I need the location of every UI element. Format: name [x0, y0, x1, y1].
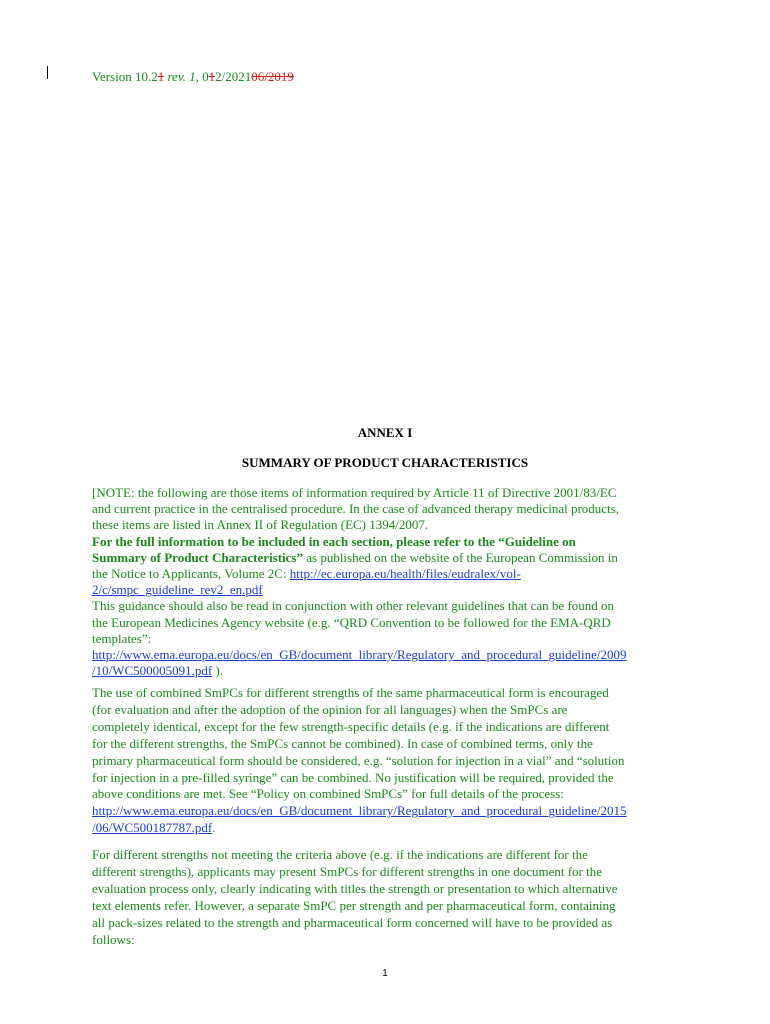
- note-line-rest: as published on the website of the European Commission in: [302, 549, 618, 565]
- link-tail: ).: [212, 663, 224, 679]
- version-prefix: Version 10.2: [92, 69, 158, 84]
- note-line: and current practice in the centralised procedure. In the case of advanced therapy medicinal products,: [92, 501, 619, 517]
- different-strengths-paragraph: [92, 847, 682, 948]
- paragraph-line: (for evaluation and after the adoption of the opinion for all languages) when the SmPCs are: [92, 701, 568, 717]
- paragraph-line: follows:: [92, 931, 135, 947]
- combined-smpc-policy-link-continued[interactable]: /06/WC500187787.pdf: [92, 820, 213, 836]
- note-bold-line: [92, 534, 682, 550]
- paragraph-line: all pack-sizes related to the strength and pharmaceutical form concerned will have to be provided as: [92, 914, 613, 930]
- eudralex-link[interactable]: http://ec.europa.eu/health/files/eudralex/vol-: [289, 566, 521, 582]
- version-line: [92, 69, 294, 85]
- paragraph-line: text elements refer. However, a separate SmPC per strength and per pharmaceutical form, containing: [92, 897, 616, 913]
- version-rev: rev. 1: [164, 69, 196, 84]
- version-deleted-digit: 1: [157, 69, 165, 84]
- note-line: This guidance should also be read in conjunction with other relevant guidelines that can be found on: [92, 598, 615, 614]
- note-line: [92, 582, 682, 598]
- paragraph-line: above conditions are met. See “Policy on combined SmPCs” for full details of the process:: [92, 786, 564, 802]
- combined-smpc-paragraph: [92, 685, 682, 837]
- guideline-title-bold: Summary of Product Characteristics”: [92, 549, 303, 565]
- guideline-reference-bold: For the full information to be included in each section, please refer to the “Guideline on: [92, 533, 576, 549]
- paragraph-line: [92, 820, 682, 837]
- note-line: these items are listed in Annex II of Regulation (EC) 1394/2007.: [92, 517, 429, 533]
- note-line: [92, 566, 682, 582]
- note-line: [92, 550, 682, 566]
- change-bar: [47, 66, 48, 79]
- paragraph-line: for the different strengths, the SmPCs cannot be combined). In case of combined terms, only the: [92, 735, 593, 751]
- note-line: [NOTE: the following are those items of information required by Article 11 of Directive 2001/83/EC: [92, 485, 617, 500]
- page-number: 1: [382, 968, 388, 979]
- note-line: templates”:: [92, 630, 152, 646]
- paragraph-line: The use of combined SmPCs for different strengths of the same pharmaceutical form is encouraged: [92, 685, 609, 700]
- paragraph-line: completely identical, except for the few strength-specific details (e.g. if the indications are different: [92, 718, 610, 734]
- paragraph-line: primary pharmaceutical form should be considered, e.g. “solution for injection in a vial” and “solution: [92, 752, 625, 768]
- note-block: [92, 485, 682, 679]
- note-line: [92, 647, 682, 663]
- paragraph-line: For different strengths not meeting the criteria above (e.g. if the indications are different for the: [92, 847, 588, 862]
- qrd-convention-link[interactable]: http://www.ema.europa.eu/docs/en_GB/document_library/Regulatory_and_procedural_guideline/2009: [92, 647, 627, 663]
- version-date-deleted: 06/2019: [251, 69, 294, 84]
- version-deleted-month-digit: 1: [208, 69, 216, 84]
- paragraph-line: different strengths), applicants may present SmPCs for different strengths in one document for the: [92, 863, 603, 879]
- annex-title: ANNEX I: [357, 425, 413, 440]
- version-separator: , 0: [195, 69, 209, 84]
- note-line: [92, 663, 682, 679]
- combined-smpc-policy-link[interactable]: http://www.ema.europa.eu/docs/en_GB/document_library/Regulatory_and_procedural_guideline/2015: [92, 803, 627, 819]
- eudralex-link-continued[interactable]: 2/c/smpc_guideline_rev2_en.pdf: [92, 582, 263, 598]
- version-date-inserted: 2/2021: [215, 69, 252, 84]
- link-tail: .: [212, 820, 216, 836]
- paragraph-line: for injection in a pre-filled syringe” can be combined. No justification will be required, provided the: [92, 769, 614, 785]
- paragraph-line: [92, 803, 682, 820]
- qrd-convention-link-continued[interactable]: /10/WC500005091.pdf: [92, 663, 213, 679]
- note-line: the European Medicines Agency website (e.g. “QRD Convention to be followed for the EMA-QRD: [92, 614, 611, 630]
- paragraph-line: evaluation process only, clearly indicating with titles the strength or presentation to which alternative: [92, 880, 618, 896]
- notice-text: the Notice to Applicants, Volume 2C:: [92, 566, 290, 582]
- smpc-title: SUMMARY OF PRODUCT CHARACTERISTICS: [241, 455, 529, 470]
